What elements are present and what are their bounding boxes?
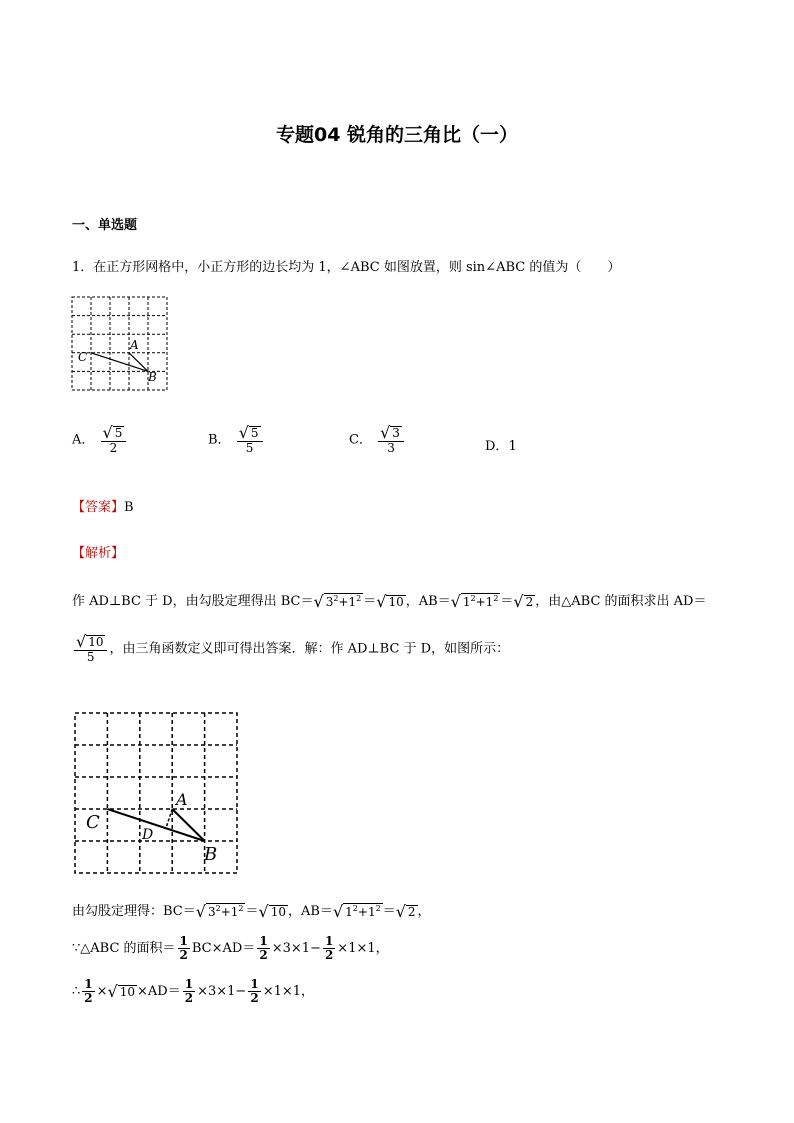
- label-a: A: [176, 790, 188, 809]
- question-figure: [70, 295, 170, 393]
- question-number: 1．: [72, 260, 94, 275]
- section-heading: 一、单选题: [72, 218, 138, 233]
- option-b[interactable]: B． √ 5 5: [208, 425, 265, 455]
- question-text: 在正方形网格中，小正方形的边长均为 1，∠ABC 如图放置，则 sin∠ABC 的值为（ ）: [93, 260, 621, 275]
- label-b: B: [204, 844, 218, 865]
- analysis-figure: [72, 710, 240, 876]
- analysis-line-1: 作 AD⊥BC 于 D，由勾股定理得出 BC＝ √ $3^2+1^2$ ＝ √ 10 ，AB＝ √ $1^2+1^2$ ＝ √ 2 ，由△ABC 的面积求出 AD＝: [72, 591, 707, 611]
- option-d[interactable]: D．1: [485, 439, 517, 454]
- option-c[interactable]: C． √ 3 3: [349, 425, 406, 455]
- answer-value: B: [124, 500, 134, 515]
- analysis-tag: 【解析】: [72, 546, 125, 561]
- analysis-line-5: ∴ $\frac{1}{2}$ × √ 10 ×AD＝ $\frac{1}{2}$ ×3×1− $\frac{1}{2}$ ×1×1，: [72, 977, 315, 1006]
- label-b: B: [148, 370, 157, 384]
- answer: [72, 496, 134, 515]
- option-a[interactable]: A． √ 5 2: [72, 425, 128, 455]
- page-title: 专题04 锐角的三角比（一）: [275, 124, 519, 146]
- answer-tag: 【答案】: [72, 500, 125, 515]
- label-c: C: [78, 350, 88, 364]
- label-a: A: [130, 338, 139, 352]
- analysis-line-4: ∵△ABC 的面积＝ $\frac{1}{2}$ BC×AD＝ $\frac{1}{2}$ ×3×1− $\frac{1}{2}$ ×1×1，: [72, 934, 389, 963]
- label-c: C: [86, 812, 100, 833]
- label-d: D: [142, 827, 154, 843]
- analysis-line-3: 由勾股定理得：BC＝ √ $3^2+1^2$ ＝ √ 10 ，AB＝ √ $1^2+1^2$ ＝ √ 2 ，: [72, 901, 431, 921]
- analysis-line-2: √ 10 5 ，由三角函数定义即可得出答案．解：作 AD⊥BC 于 D，如图所示：: [76, 632, 510, 664]
- question-1: [72, 256, 620, 275]
